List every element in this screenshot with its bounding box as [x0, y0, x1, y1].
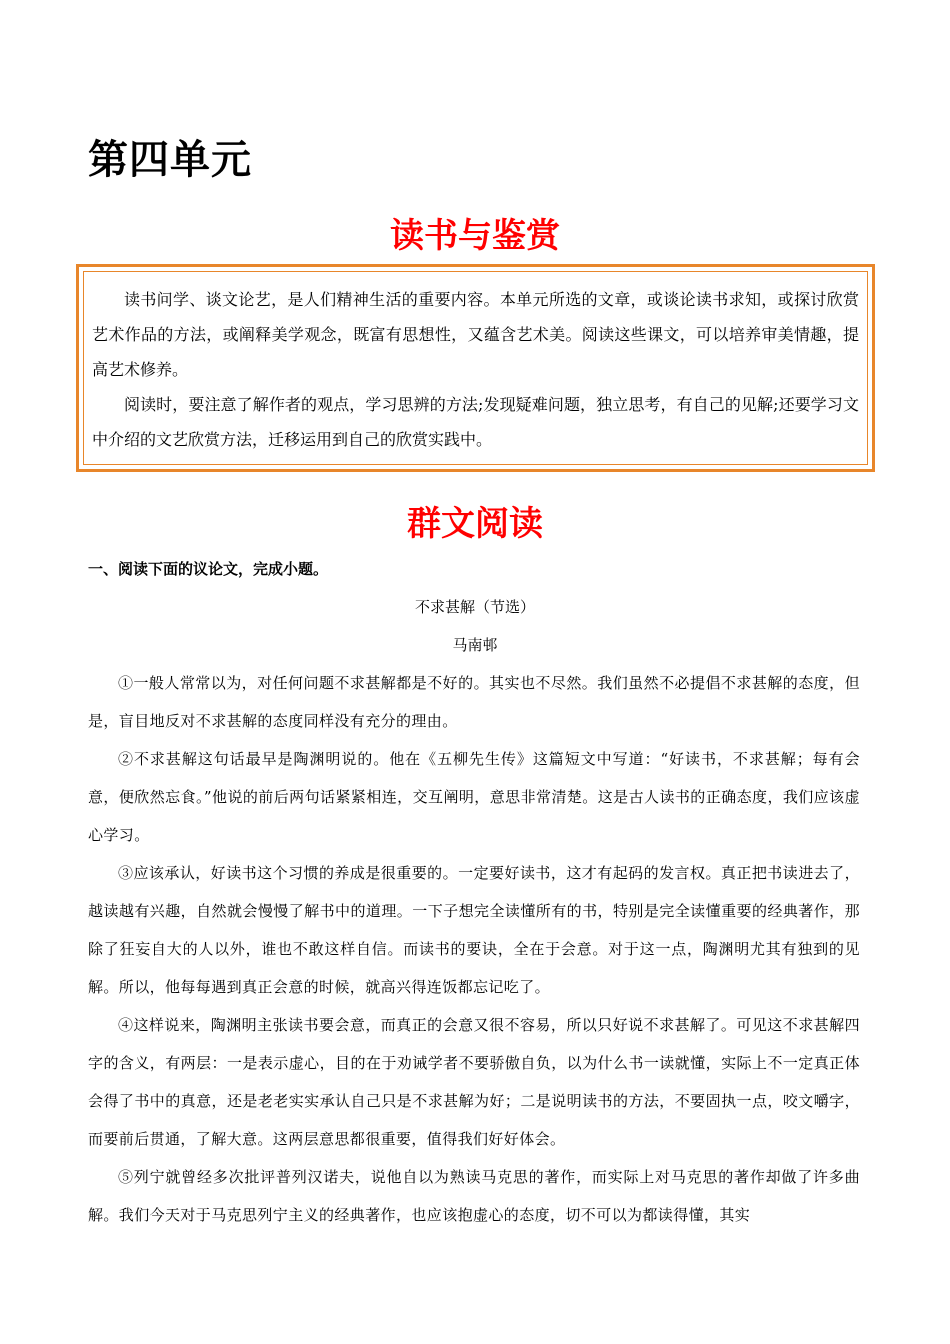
article-paragraph-1: ①一般人常常以为，对任何问题不求甚解都是不好的。其实也不尽然。我们虽然不必提倡不求甚解的态度，但是，盲目地反对不求甚解的态度同样没有充分的理由。	[88, 674, 860, 730]
intro-paragraph-1: 读书问学、谈文论艺，是人们精神生活的重要内容。本单元所选的文章，或谈论读书求知，或探讨欣赏艺术作品的方法，或阐释美学观念，既富有思想性，又蕴含艺术美。阅读这些课文，可以培养审美情趣，提高艺术修养。	[92, 290, 859, 379]
intro-paragraph-2: 阅读时，要注意了解作者的观点，学习思辨的方法;发现疑难问题，独立思考，有自己的见解;还要学习文中介绍的文艺欣赏方法，迁移运用到自己的欣赏实践中。	[92, 395, 859, 449]
unit-intro-box	[76, 264, 875, 472]
article-body	[88, 664, 860, 1234]
section-title: 读书与鉴赏	[390, 216, 560, 256]
reading-title: 群文阅读	[407, 504, 543, 544]
article-paragraph-5: ⑤列宁就曾经多次批评普列汉诺夫，说他自以为熟读马克思的著作，而实际上对马克思的著作却做了许多曲解。我们今天对于马克思列宁主义的经典著作，也应该抱虚心的态度，切不可以为都读得懂，其实	[88, 1168, 860, 1224]
article-author: 马南邨	[452, 636, 498, 654]
unit-title: 第四单元	[88, 136, 252, 183]
article-paragraph-3: ③应该承认，好读书这个习惯的养成是很重要的。一定要好读书，这才有起码的发言权。真正把书读进去了，越读越有兴趣，自然就会慢慢了解书中的道理。一下子想完全读懂所有的书，特别是完全读懂重要的经典著作，那除了狂妄自大的人以外，谁也不敢这样自信。而读书的要诀，全在于会意。对于这一点，陶渊明尤其有独到的见解。所以，他每每遇到真正会意的时候，就高兴得连饭都忘记吃了。	[88, 864, 860, 996]
article-title: 不求甚解（节选）	[414, 598, 535, 616]
article-paragraph-2: ②不求甚解这句话最早是陶渊明说的。他在《五柳先生传》这篇短文中写道：“好读书，不求甚解；每有会意，便欣然忘食。”他说的前后两句话紧紧相连，交互阐明，意思非常清楚。这是古人读书的正确态度，我们应该虚心学习。	[88, 750, 860, 844]
question-heading: 一、阅读下面的议论文，完成小题。	[88, 560, 329, 578]
article-paragraph-4: ④这样说来，陶渊明主张读书要会意，而真正的会意又很不容易，所以只好说不求甚解了。可见这不求甚解四字的含义，有两层：一是表示虚心，目的在于劝诫学者不要骄傲自负，以为什么书一读就懂，实际上不一定真正体会得了书中的真意，还是老老实实承认自己只是不求甚解为好；二是说明读书的方法，不要固执一点，咬文嚼字，而要前后贯通，了解大意。这两层意思都很重要，值得我们好好体会。	[88, 1016, 860, 1148]
unit-intro-inner	[83, 271, 868, 465]
